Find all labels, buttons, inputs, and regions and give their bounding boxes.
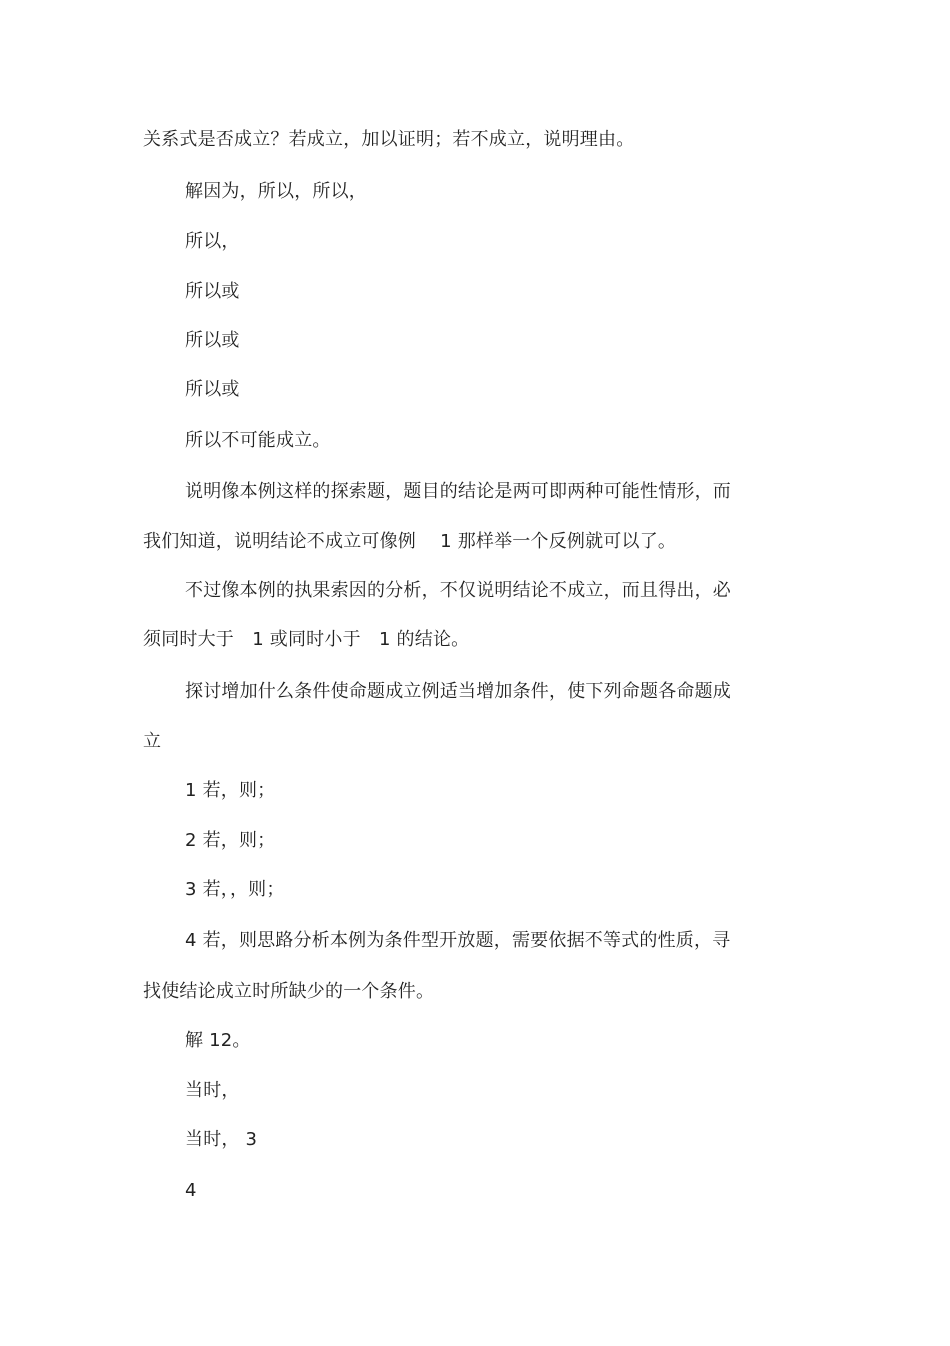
text-line: 所以或	[185, 379, 240, 400]
text-line: 解 12。	[185, 1030, 251, 1051]
text-line: 立	[143, 731, 162, 752]
text-line: 所以，	[185, 231, 240, 252]
text-line: 所以不可能成立。	[185, 430, 331, 451]
text-line: 1 若，则；	[185, 780, 276, 801]
text-line: 4	[185, 1180, 197, 1201]
text-line: 所以或	[185, 330, 240, 351]
text-line: 3 若，，则；	[185, 879, 285, 900]
text-line: 须同时大于 1 或同时小于 1 的结论。	[143, 629, 470, 650]
text-line: 所以或	[185, 281, 240, 302]
text-line: 当时，	[185, 1080, 240, 1101]
text-line: 解因为，所以，所以，	[185, 181, 367, 202]
text-line: 不过像本例的执果索因的分析，不仅说明结论不成立，而且得出，必	[185, 580, 731, 601]
text-line: 找使结论成立时所缺少的一个条件。	[143, 981, 435, 1002]
text-line: 我们知道，说明结论不成立可像例 1 那样举一个反例就可以了。	[143, 531, 677, 552]
text-line: 探讨增加什么条件使命题成立例适当增加条件，使下列命题各命题成	[185, 681, 731, 702]
text-line: 当时， 3	[185, 1129, 258, 1150]
text-line: 说明像本例这样的探索题，题目的结论是两可即两种可能性情形，而	[185, 481, 731, 502]
text-line: 2 若，则；	[185, 830, 276, 851]
text-line: 4 若，则思路分析本例为条件型开放题，需要依据不等式的性质，寻	[185, 930, 731, 951]
text-line: 关系式是否成立？若成立，加以证明；若不成立，说明理由。	[143, 129, 635, 150]
